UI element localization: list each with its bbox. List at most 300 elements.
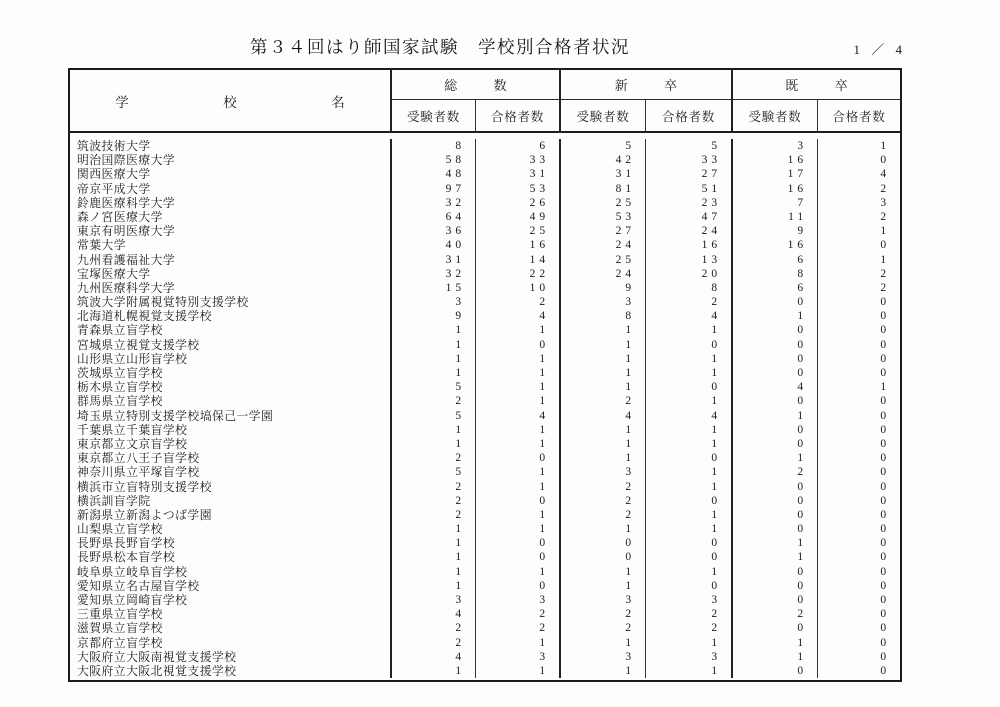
count-cell: 0 xyxy=(733,352,818,366)
count-cell: 0 xyxy=(646,338,733,352)
school-name-cell: 愛知県立岡崎盲学校 xyxy=(70,593,392,607)
count-cell: 0 xyxy=(733,593,818,607)
count-cell: 1 xyxy=(561,664,646,678)
count-cell: 1 xyxy=(476,323,561,337)
count-cell: 2 xyxy=(392,621,476,635)
count-cell: 1 xyxy=(476,636,561,650)
count-cell: 3 xyxy=(646,593,733,607)
count-cell: 0 xyxy=(880,508,890,521)
count-cell: 0 xyxy=(646,579,733,593)
table-row xyxy=(70,394,900,408)
count-cell: 5 xyxy=(561,139,646,153)
count-cell: 1 xyxy=(561,423,646,437)
school-name-cell: 京都府立盲学校 xyxy=(70,636,392,650)
count-cell: 6 xyxy=(733,253,818,267)
count-cell: 2 xyxy=(733,465,818,479)
count-cell: 8 xyxy=(561,309,646,323)
school-name-cell: 帝京平成大学 xyxy=(70,182,392,196)
count-cell: 4 xyxy=(476,409,561,423)
count-cell: 0 xyxy=(646,550,733,564)
count-cell: 6 xyxy=(476,139,561,153)
table-row xyxy=(70,465,900,479)
table-row xyxy=(70,480,900,494)
table-row xyxy=(70,267,900,281)
count-cell: 4 xyxy=(880,168,890,181)
count-cell: 2 xyxy=(476,607,561,621)
count-cell: 2 xyxy=(476,295,561,309)
count-cell: 3 xyxy=(476,650,561,664)
school-name-cell: 埼玉県立特別支援学校塙保己一学園 xyxy=(70,409,392,423)
count-cell: 0 xyxy=(476,550,561,564)
table-row xyxy=(70,579,900,593)
count-cell: 1 xyxy=(733,650,818,664)
count-cell: 81 xyxy=(561,182,646,196)
count-cell: 48 xyxy=(392,167,476,181)
count-cell: 6 xyxy=(733,281,818,295)
count-cell: 25 xyxy=(561,196,646,210)
count-cell: 1 xyxy=(476,565,561,579)
table-row xyxy=(70,281,900,295)
count-cell: 1 xyxy=(392,323,476,337)
count-cell: 53 xyxy=(476,182,561,196)
count-cell: 33 xyxy=(476,153,561,167)
count-cell: 0 xyxy=(733,522,818,536)
table-row xyxy=(70,167,900,181)
count-cell: 2 xyxy=(561,621,646,635)
table-row xyxy=(70,210,900,224)
table-body xyxy=(70,133,900,679)
count-cell: 0 xyxy=(733,338,818,352)
count-cell: 2 xyxy=(880,210,890,223)
count-cell: 32 xyxy=(392,267,476,281)
header-group-total xyxy=(392,70,561,100)
count-cell: 8 xyxy=(733,267,818,281)
count-cell: 4 xyxy=(733,380,818,394)
school-name-cell: 明治国際医療大学 xyxy=(70,153,392,167)
count-cell: 3 xyxy=(561,295,646,309)
count-cell: 9 xyxy=(733,224,818,238)
count-cell: 25 xyxy=(561,253,646,267)
count-cell: 1 xyxy=(392,437,476,451)
count-cell: 1 xyxy=(476,480,561,494)
count-cell: 0 xyxy=(880,594,890,606)
school-name-cell: 山梨県立盲学校 xyxy=(70,522,392,536)
school-name-cell: 九州看護福祉大学 xyxy=(70,253,392,267)
school-name-cell: 長野県松本盲学校 xyxy=(70,550,392,564)
count-cell: 2 xyxy=(733,607,818,621)
count-cell: 1 xyxy=(646,508,733,522)
count-cell: 3 xyxy=(733,139,818,153)
count-cell: 26 xyxy=(476,196,561,210)
count-cell: 97 xyxy=(392,182,476,196)
count-cell: 58 xyxy=(392,153,476,167)
count-cell: 1 xyxy=(880,381,890,394)
count-cell: 3 xyxy=(880,196,890,209)
table-row xyxy=(70,565,900,579)
count-cell: 0 xyxy=(476,451,561,465)
count-cell: 1 xyxy=(646,366,733,380)
count-cell: 53 xyxy=(561,210,646,224)
school-name-cell: 森ノ宮医療大学 xyxy=(70,210,392,224)
count-cell: 1 xyxy=(561,565,646,579)
school-name-cell: 横浜訓盲学院 xyxy=(70,494,392,508)
school-name-cell: 長野県長野盲学校 xyxy=(70,536,392,550)
table-row xyxy=(70,352,900,366)
count-cell: 1 xyxy=(561,636,646,650)
count-cell: 1 xyxy=(476,465,561,479)
school-name-cell: 横浜市立盲特別支援学校 xyxy=(70,480,392,494)
count-cell: 8 xyxy=(646,281,733,295)
count-cell: 1 xyxy=(392,366,476,380)
count-cell: 0 xyxy=(733,323,818,337)
count-cell: 47 xyxy=(646,210,733,224)
count-cell: 1 xyxy=(880,225,890,238)
table-row xyxy=(70,593,900,607)
count-cell: 1 xyxy=(392,423,476,437)
table-row xyxy=(70,451,900,465)
school-name-cell: 三重県立盲学校 xyxy=(70,607,392,621)
count-cell: 4 xyxy=(476,309,561,323)
count-cell: 1 xyxy=(392,565,476,579)
count-cell: 36 xyxy=(392,224,476,238)
count-cell: 0 xyxy=(733,480,818,494)
count-cell: 0 xyxy=(733,394,818,408)
header-school-name xyxy=(70,70,392,131)
count-cell: 0 xyxy=(880,409,890,422)
count-cell: 0 xyxy=(880,650,890,663)
count-cell: 3 xyxy=(392,593,476,607)
count-cell: 0 xyxy=(733,565,818,579)
count-cell: 0 xyxy=(733,423,818,437)
count-cell: 3 xyxy=(646,650,733,664)
count-cell: 2 xyxy=(392,451,476,465)
count-cell: 1 xyxy=(392,352,476,366)
table-row xyxy=(70,323,900,337)
table-row xyxy=(70,309,900,323)
count-cell: 49 xyxy=(476,210,561,224)
count-cell: 0 xyxy=(733,295,818,309)
school-name-cell: 関西医療大学 xyxy=(70,167,392,181)
count-cell: 64 xyxy=(392,210,476,224)
header-school-name-label: 学 校 名 xyxy=(115,94,386,110)
count-cell: 2 xyxy=(646,621,733,635)
table-row xyxy=(70,253,900,267)
count-cell: 1 xyxy=(646,437,733,451)
table-row xyxy=(70,536,900,550)
count-cell: 1 xyxy=(476,522,561,536)
count-cell: 1 xyxy=(880,140,890,152)
school-name-cell: 新潟県立新潟よつば学園 xyxy=(70,508,392,522)
count-cell: 0 xyxy=(733,664,818,678)
count-cell: 0 xyxy=(880,352,890,365)
count-cell: 2 xyxy=(561,508,646,522)
table-row xyxy=(70,550,900,564)
school-name-cell: 宝塚医療大学 xyxy=(70,267,392,281)
table-row xyxy=(70,607,900,621)
count-cell: 0 xyxy=(880,494,890,507)
school-name-cell: 大阪府立大阪南視覚支援学校 xyxy=(70,650,392,664)
count-cell: 5 xyxy=(392,409,476,423)
count-cell: 9 xyxy=(561,281,646,295)
count-cell: 0 xyxy=(476,338,561,352)
count-cell: 16 xyxy=(733,238,818,252)
count-cell: 0 xyxy=(880,452,890,465)
count-cell: 0 xyxy=(733,437,818,451)
count-cell: 2 xyxy=(561,480,646,494)
count-cell: 24 xyxy=(646,224,733,238)
count-cell: 31 xyxy=(561,167,646,181)
count-cell: 0 xyxy=(880,565,890,578)
count-cell: 1 xyxy=(476,508,561,522)
count-cell: 0 xyxy=(880,551,890,564)
count-cell: 1 xyxy=(561,380,646,394)
count-cell: 1 xyxy=(561,437,646,451)
count-cell: 2 xyxy=(880,182,890,195)
count-cell: 1 xyxy=(733,550,818,564)
count-cell: 0 xyxy=(561,550,646,564)
count-cell: 0 xyxy=(880,622,890,635)
header-new-examinees: 受験者数 xyxy=(561,100,646,131)
count-cell: 16 xyxy=(733,153,818,167)
count-cell: 0 xyxy=(880,636,890,649)
school-name-cell: 岐阜県立岐阜盲学校 xyxy=(70,565,392,579)
header-group-total-label: 総 数 xyxy=(444,78,519,93)
header-prev-examinees: 受験者数 xyxy=(733,100,818,131)
count-cell: 23 xyxy=(646,196,733,210)
table-row xyxy=(70,380,900,394)
count-cell: 1 xyxy=(561,352,646,366)
header-new-passers: 合格者数 xyxy=(646,100,733,131)
school-name-cell: 滋賀県立盲学校 xyxy=(70,621,392,635)
count-cell: 1 xyxy=(733,536,818,550)
count-cell: 1 xyxy=(646,394,733,408)
count-cell: 2 xyxy=(476,621,561,635)
count-cell: 1 xyxy=(561,451,646,465)
count-cell: 2 xyxy=(646,295,733,309)
school-name-cell: 群馬県立盲学校 xyxy=(70,394,392,408)
count-cell: 4 xyxy=(561,409,646,423)
count-cell: 4 xyxy=(646,409,733,423)
count-cell: 5 xyxy=(392,465,476,479)
school-name-cell: 東京有明医療大学 xyxy=(70,224,392,238)
table-row xyxy=(70,621,900,635)
count-cell: 33 xyxy=(646,153,733,167)
count-cell: 0 xyxy=(880,239,890,252)
count-cell: 3 xyxy=(561,593,646,607)
count-cell: 40 xyxy=(392,238,476,252)
count-cell: 31 xyxy=(392,253,476,267)
count-cell: 51 xyxy=(646,182,733,196)
count-cell: 4 xyxy=(646,309,733,323)
count-cell: 0 xyxy=(646,536,733,550)
count-cell: 0 xyxy=(476,579,561,593)
table-header xyxy=(70,70,900,133)
table-row xyxy=(70,650,900,664)
school-name-cell: 大阪府立大阪北視覚支援学校 xyxy=(70,664,392,678)
table-row xyxy=(70,182,900,196)
count-cell: 5 xyxy=(646,139,733,153)
header-prev-passers: 合格者数 xyxy=(832,109,886,124)
count-cell: 9 xyxy=(392,309,476,323)
count-cell: 1 xyxy=(880,253,890,266)
count-cell: 0 xyxy=(880,395,890,408)
count-cell: 2 xyxy=(392,480,476,494)
school-name-cell: 筑波大学附属視覚特別支援学校 xyxy=(70,295,392,309)
count-cell: 0 xyxy=(476,494,561,508)
count-cell: 16 xyxy=(476,238,561,252)
count-cell: 1 xyxy=(392,536,476,550)
count-cell: 0 xyxy=(646,380,733,394)
count-cell: 7 xyxy=(733,196,818,210)
count-cell: 0 xyxy=(561,536,646,550)
table-row xyxy=(70,295,900,309)
count-cell: 2 xyxy=(646,607,733,621)
count-cell: 8 xyxy=(392,139,476,153)
school-name-cell: 東京都立文京盲学校 xyxy=(70,437,392,451)
count-cell: 2 xyxy=(880,267,890,280)
school-name-cell: 山形県立山形盲学校 xyxy=(70,352,392,366)
count-cell: 1 xyxy=(476,423,561,437)
school-name-cell: 千葉県立千葉盲学校 xyxy=(70,423,392,437)
count-cell: 3 xyxy=(561,650,646,664)
count-cell: 0 xyxy=(880,367,890,379)
count-cell: 31 xyxy=(476,167,561,181)
table-row xyxy=(70,196,900,210)
count-cell: 1 xyxy=(392,664,476,678)
school-name-cell: 茨城県立盲学校 xyxy=(70,366,392,380)
count-cell: 0 xyxy=(880,608,890,621)
count-cell: 2 xyxy=(561,494,646,508)
count-cell: 0 xyxy=(880,664,890,677)
count-cell: 1 xyxy=(733,409,818,423)
count-cell: 17 xyxy=(733,167,818,181)
count-cell: 14 xyxy=(476,253,561,267)
count-cell: 1 xyxy=(476,352,561,366)
table-row xyxy=(70,636,900,650)
school-name-cell: 東京都立八王子盲学校 xyxy=(70,451,392,465)
count-cell: 27 xyxy=(561,224,646,238)
table-row xyxy=(70,224,900,238)
count-cell: 1 xyxy=(646,423,733,437)
count-cell: 0 xyxy=(880,437,890,450)
count-cell: 0 xyxy=(733,621,818,635)
count-cell: 16 xyxy=(733,182,818,196)
header-group-new-grad-label: 新 卒 xyxy=(614,78,689,93)
count-cell: 1 xyxy=(646,636,733,650)
count-cell: 0 xyxy=(880,310,890,323)
count-cell: 0 xyxy=(733,508,818,522)
header-group-new-grad xyxy=(561,70,733,100)
school-name-cell: 常葉大学 xyxy=(70,238,392,252)
count-cell: 0 xyxy=(476,536,561,550)
count-cell: 1 xyxy=(646,465,733,479)
table-row xyxy=(70,437,900,451)
table-row xyxy=(70,366,900,380)
count-cell: 1 xyxy=(561,338,646,352)
school-name-cell: 九州医療科学大学 xyxy=(70,281,392,295)
count-cell: 0 xyxy=(733,494,818,508)
header-group-prev-grad xyxy=(733,70,900,100)
count-cell: 1 xyxy=(561,366,646,380)
count-cell: 22 xyxy=(476,267,561,281)
header-group-prev-grad-label: 既 卒 xyxy=(785,78,860,93)
count-cell: 1 xyxy=(733,451,818,465)
school-name-cell: 筑波技術大学 xyxy=(70,139,392,153)
count-cell: 0 xyxy=(880,537,890,550)
school-name-cell: 神奈川県立平塚盲学校 xyxy=(70,465,392,479)
count-cell: 0 xyxy=(646,494,733,508)
count-cell: 0 xyxy=(880,338,890,351)
count-cell: 3 xyxy=(476,593,561,607)
count-cell: 0 xyxy=(733,579,818,593)
count-cell: 1 xyxy=(646,480,733,494)
school-name-cell: 栃木県立盲学校 xyxy=(70,380,392,394)
count-cell: 10 xyxy=(476,281,561,295)
table-row xyxy=(70,494,900,508)
count-cell: 27 xyxy=(646,167,733,181)
count-cell: 2 xyxy=(392,636,476,650)
table-row xyxy=(70,522,900,536)
count-cell: 0 xyxy=(880,480,890,493)
table-row xyxy=(70,139,900,153)
school-name-cell: 青森県立盲学校 xyxy=(70,323,392,337)
table-row xyxy=(70,664,900,678)
count-cell: 1 xyxy=(646,522,733,536)
count-cell: 1 xyxy=(646,323,733,337)
table-row xyxy=(70,153,900,167)
count-cell: 2 xyxy=(561,607,646,621)
count-cell: 4 xyxy=(392,607,476,621)
count-cell: 1 xyxy=(476,366,561,380)
header-total-examinees: 受験者数 xyxy=(392,100,476,131)
count-cell: 1 xyxy=(476,437,561,451)
count-cell: 25 xyxy=(476,224,561,238)
table-row xyxy=(70,338,900,352)
count-cell: 5 xyxy=(392,380,476,394)
count-cell: 1 xyxy=(646,565,733,579)
count-cell: 0 xyxy=(880,579,890,592)
table-row xyxy=(70,238,900,252)
header-total-passers: 合格者数 xyxy=(476,100,561,131)
results-table xyxy=(68,68,902,682)
count-cell: 1 xyxy=(392,522,476,536)
count-cell: 13 xyxy=(646,253,733,267)
count-cell: 11 xyxy=(733,210,818,224)
count-cell: 1 xyxy=(392,579,476,593)
count-cell: 24 xyxy=(561,238,646,252)
count-cell: 0 xyxy=(733,366,818,380)
count-cell: 1 xyxy=(646,352,733,366)
count-cell: 4 xyxy=(392,650,476,664)
count-cell: 2 xyxy=(392,494,476,508)
count-cell: 1 xyxy=(392,338,476,352)
count-cell: 0 xyxy=(880,154,890,167)
count-cell: 1 xyxy=(476,394,561,408)
count-cell: 1 xyxy=(561,323,646,337)
count-cell: 0 xyxy=(646,451,733,465)
count-cell: 1 xyxy=(561,522,646,536)
count-cell: 15 xyxy=(392,281,476,295)
table-row xyxy=(70,508,900,522)
table-row xyxy=(70,409,900,423)
count-cell: 1 xyxy=(476,380,561,394)
count-cell: 0 xyxy=(880,296,890,309)
count-cell: 1 xyxy=(733,636,818,650)
count-cell: 0 xyxy=(880,523,890,536)
school-name-cell: 北海道札幌視覚支援学校 xyxy=(70,309,392,323)
count-cell: 16 xyxy=(646,238,733,252)
school-name-cell: 愛知県立名古屋盲学校 xyxy=(70,579,392,593)
